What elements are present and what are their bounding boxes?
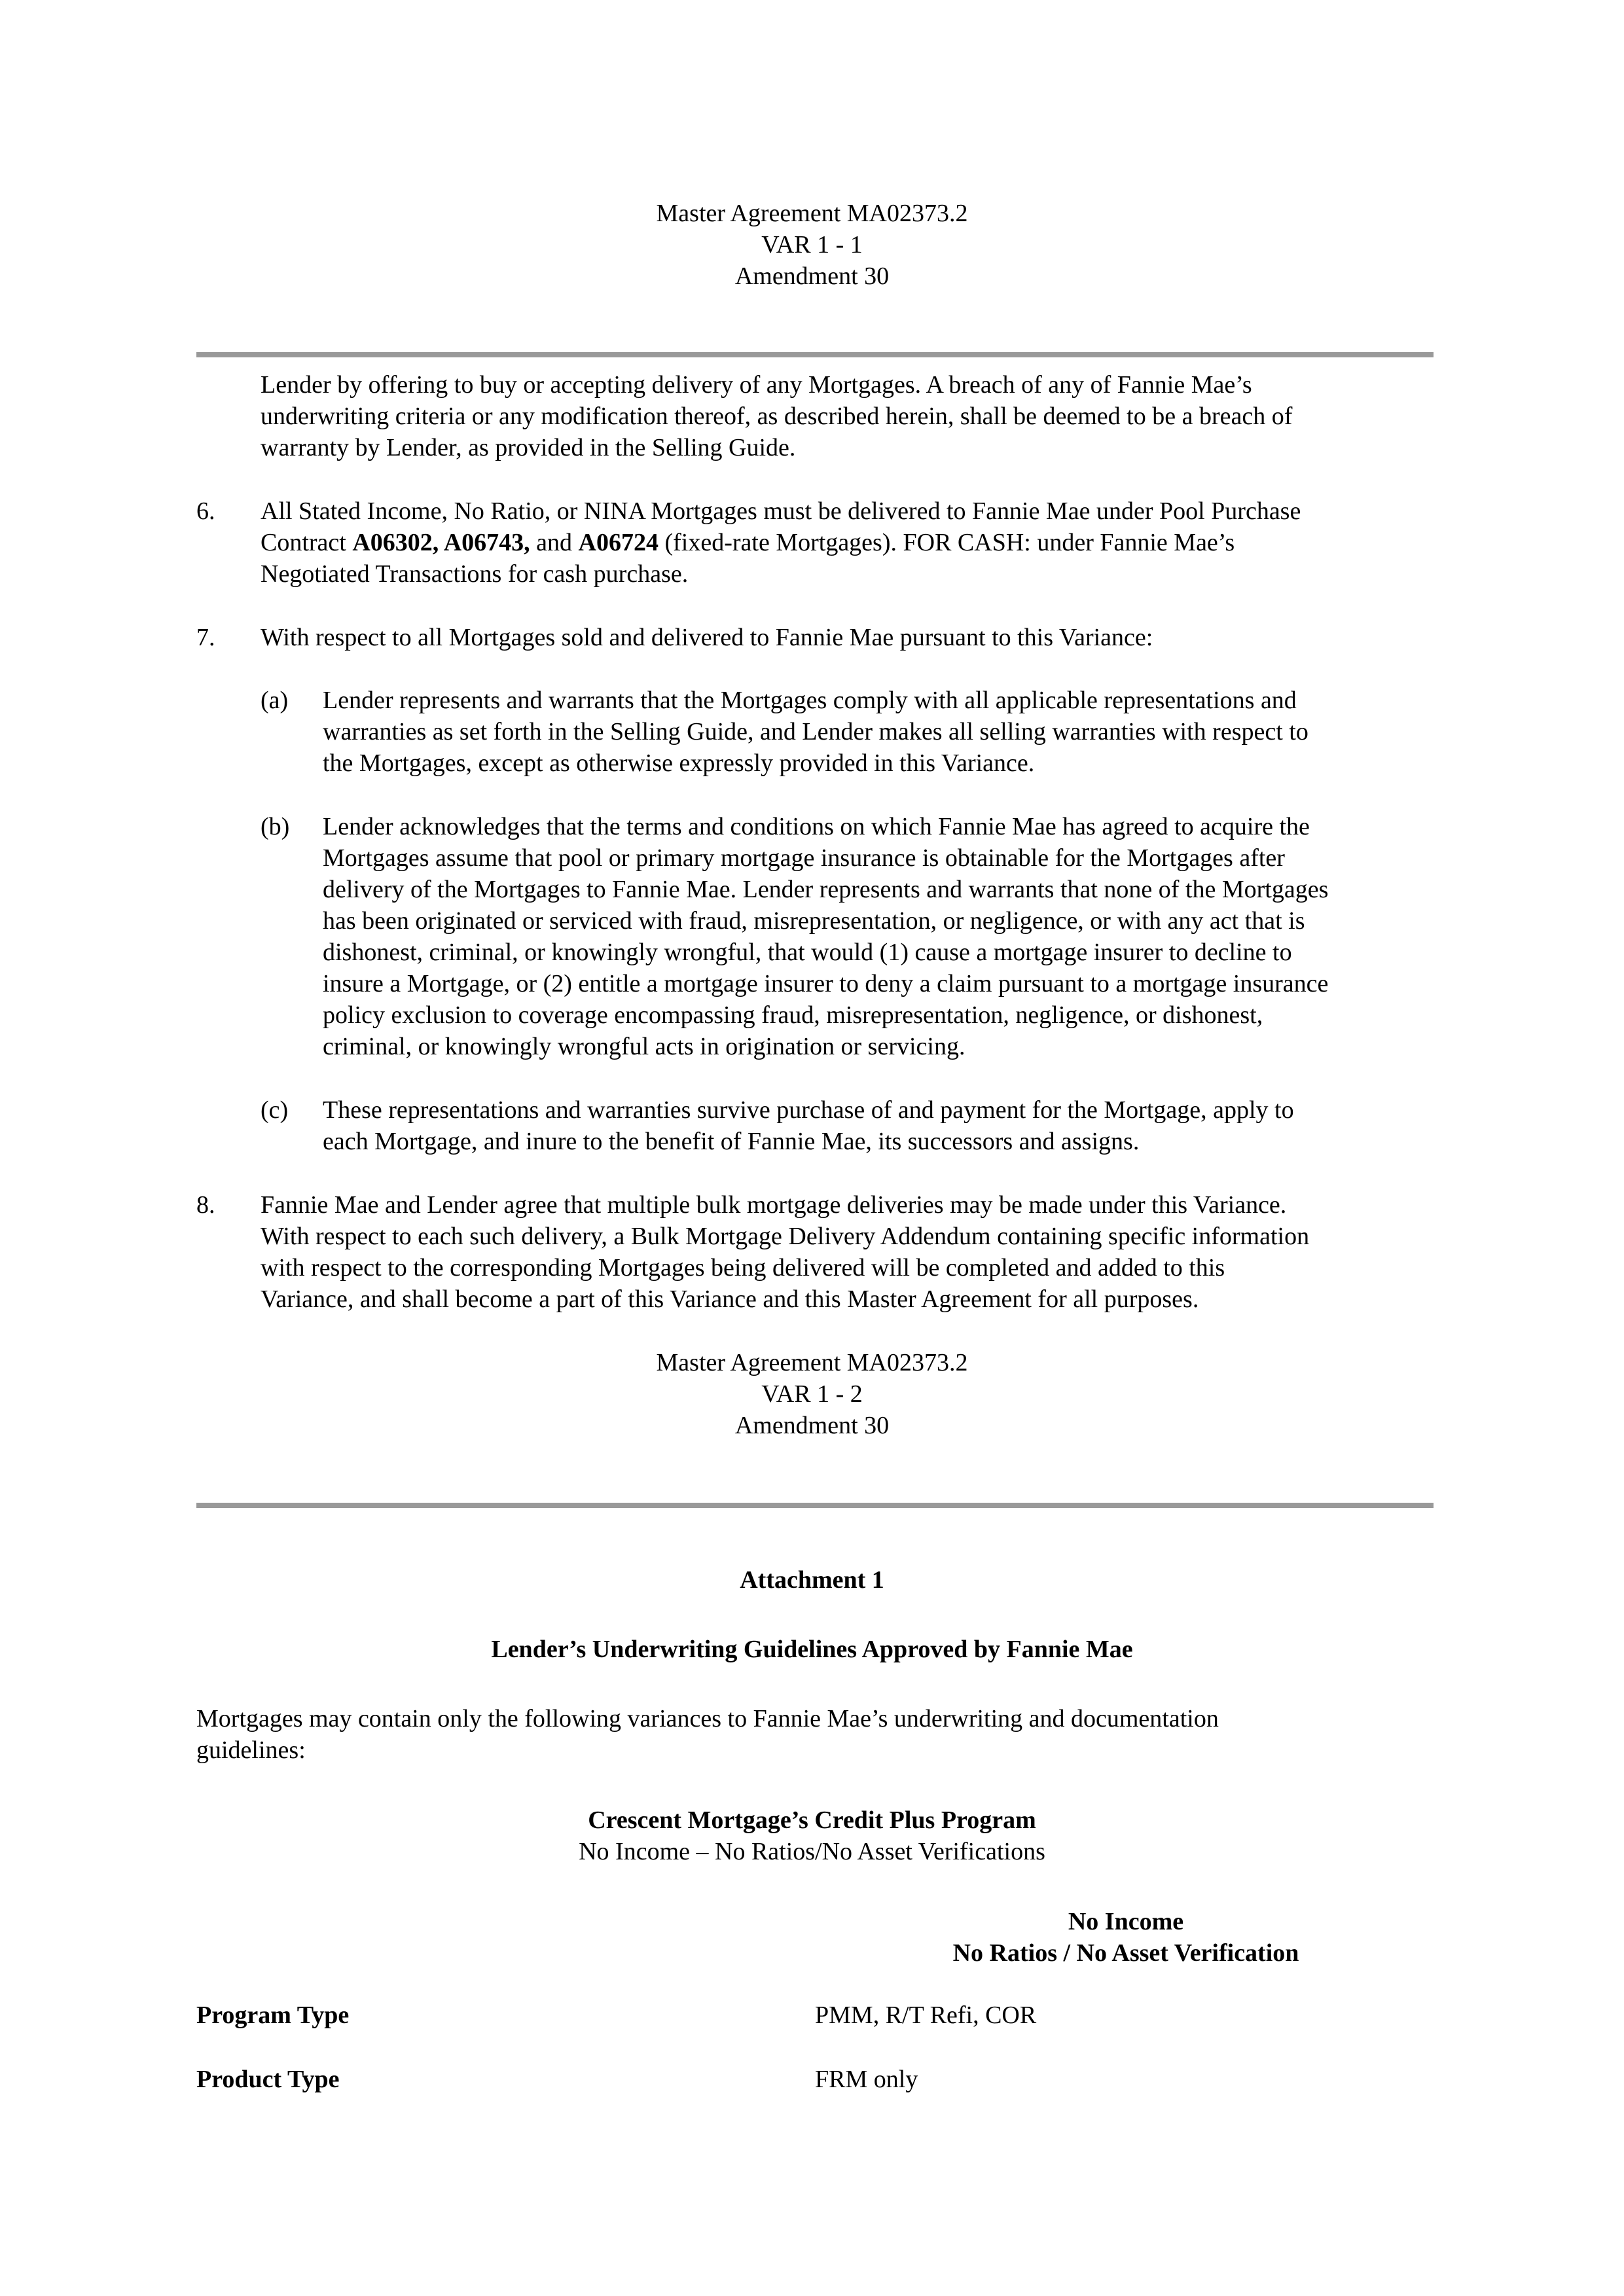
text-line: Lender represents and warrants that the Mortgages comply with all applicable representations and [323,687,1297,714]
item-6-paragraph [261,495,1301,590]
item-7a-label: (a) [261,687,289,714]
text-line: each Mortgage, and inure to the benefit of Fannie Mae, its successors and assigns. [323,1128,1140,1155]
text-line: warranty by Lender, as provided in the Selling Guide. [261,434,796,461]
program-subtitle: No Income – No Ratios/No Asset Verifications [579,1838,1045,1865]
text-line: Lender by offering to buy or accepting delivery of any Mortgages. A breach of any of Fannie Mae’s [261,371,1252,399]
text-line: insure a Mortgage, or (2) entitle a mortgage insurer to deny a claim pursuant to a mortgage insurance [323,970,1329,997]
item-8-number: 8. [196,1191,215,1219]
column-header-line: No Ratios / No Asset Verification [952,1939,1299,1967]
item-7-text: With respect to all Mortgages sold and delivered to Fannie Mae pursuant to this Variance: [261,624,1153,651]
header-var-number: VAR 1 - 2 [761,1380,863,1408]
item-6-number: 6. [196,497,215,525]
text-span: and [530,529,579,556]
program-heading [0,1804,1624,1867]
text-line: Negotiated Transactions for cash purchase. [261,560,689,588]
row-value-product-type: FRM only [815,2066,918,2093]
item-7a-paragraph [323,685,1308,779]
header-divider-2 [196,1503,1434,1508]
text-line: warranties as set forth in the Selling Guide, and Lender makes all selling warranties with respect to [323,718,1308,745]
contract-numbers: A06302, A06743, [352,529,530,556]
text-line: These representations and warranties survive purchase of and payment for the Mortgage, apply to [323,1096,1294,1124]
text-line: dishonest, criminal, or knowingly wrongful, that would (1) cause a mortgage insurer to decline to [323,939,1292,966]
text-span: (fixed-rate Mortgages). FOR CASH: under Fannie Mae’s [658,529,1235,556]
attachment-subtitle: Lender’s Underwriting Guidelines Approved by Fannie Mae [491,1636,1133,1663]
item-7c-label: (c) [261,1096,289,1124]
text-line: delivery of the Mortgages to Fannie Mae. Lender represents and warrants that none of the Mortgages [323,876,1329,903]
row-value-program-type: PMM, R/T Refi, COR [815,2001,1037,2029]
text-line: guidelines: [196,1736,306,1764]
contract-number: A06724 [578,529,659,556]
header-agreement-number: Master Agreement MA02373.2 [656,200,968,227]
text-line: policy exclusion to coverage encompassing fraud, misrepresentation, negligence, or dishonest, [323,1001,1263,1029]
text-line: underwriting criteria or any modification thereof, as described herein, shall be deemed to be a breach of [261,403,1293,430]
text-line: Mortgages assume that pool or primary mortgage insurance is obtainable for the Mortgages after [323,844,1285,872]
item-7-number: 7. [196,624,215,651]
text-line [261,527,1301,558]
header-divider-1 [196,352,1434,357]
text-line: the Mortgages, except as otherwise expressly provided in this Variance. [323,749,1035,777]
header-agreement-number: Master Agreement MA02373.2 [656,1349,968,1376]
text-line: All Stated Income, No Ratio, or NINA Mortgages must be delivered to Fannie Mae under Pool Purchase [261,497,1301,525]
text-line: Variance, and shall become a part of this Variance and this Master Agreement for all purposes. [261,1285,1199,1313]
row-label-product-type: Product Type [196,2066,340,2093]
text-line: criminal, or knowingly wrongful acts in origination or servicing. [323,1033,965,1060]
text-line: Mortgages may contain only the following variances to Fannie Mae’s underwriting and documentation [196,1705,1219,1732]
column-header-line: No Income [1068,1908,1184,1935]
row-label-program-type: Program Type [196,2001,350,2029]
page-header-2 [0,1347,1624,1441]
item-7b-label: (b) [261,813,290,840]
item-7b-paragraph [323,811,1328,1062]
column-header [923,1906,1329,1969]
header-amendment: Amendment 30 [734,1412,890,1439]
header-amendment: Amendment 30 [734,262,890,290]
program-title: Crescent Mortgage’s Credit Plus Program [588,1806,1036,1834]
continuation-paragraph [261,369,1292,463]
item-7c-paragraph [323,1094,1294,1157]
text-span: Contract [261,529,353,556]
text-line: with respect to the corresponding Mortgages being delivered will be completed and added to this [261,1254,1225,1282]
text-line: Fannie Mae and Lender agree that multiple bulk mortgage deliveries may be made under this Variance. [261,1191,1287,1219]
attachment-intro [196,1703,1219,1766]
text-line: Lender acknowledges that the terms and conditions on which Fannie Mae has agreed to acquire the [323,813,1310,840]
item-8-paragraph [261,1189,1309,1315]
text-line: has been originated or serviced with fraud, misrepresentation, or negligence, or with any act that is [323,907,1305,935]
header-var-number: VAR 1 - 1 [761,231,863,259]
text-line: With respect to each such delivery, a Bulk Mortgage Delivery Addendum containing specific information [261,1223,1310,1250]
attachment-title: Attachment 1 [740,1566,884,1594]
page-header-1 [0,198,1624,292]
